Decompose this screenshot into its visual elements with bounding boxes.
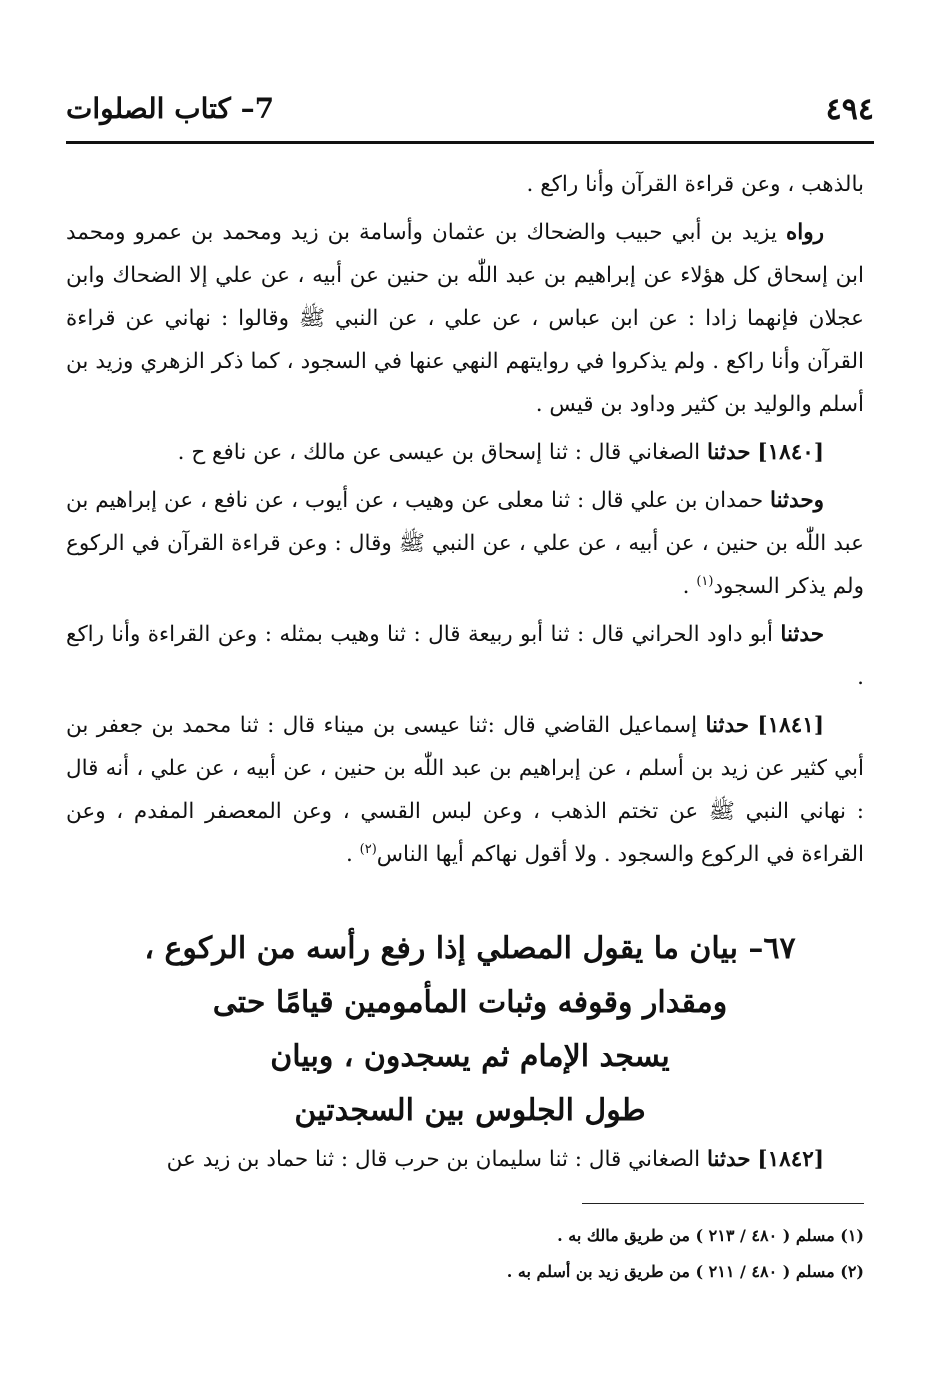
footnote-separator (582, 1203, 864, 1204)
paragraph-text: بالذهب ، وعن قراءة القرآن وأنا راكع . (526, 172, 864, 197)
paragraph-chain (66, 479, 864, 608)
footnote-ref-2: (٢) (359, 841, 377, 857)
paragraph-text: أبو داود الحراني قال : ثنا أبو ربيعة قال : ثنا وهيب بمثله : وعن القراءة وأنا راكع . (66, 622, 864, 690)
chapter-heading-line: ومقدار وقوفه وثبات المأمومين قيامًا حتى (212, 985, 728, 1020)
paragraph-text: حمدان بن علي قال : ثنا معلى عن وهيب ، عن أيوب ، عن نافع ، عن إبراهيم بن عبد اللّٰه بن حنين ، عن أبيه ، عن علي ، عن النبي ﷺ وقال : وعن قراءة القرآن في الركوع ولم يذكر السجود (66, 488, 864, 599)
main-text-continued (66, 1138, 864, 1186)
paragraph-text: يزيد بن أبي حبيب والضحاك بن عثمان وأسامة بن زيد ومحمد بن عمرو ومحمد ابن إسحاق كل هؤلاء عن إبراهيم بن عبد اللّٰه بن حنين عن أبيه ، عن علي إلا الضحاك وابن عجلان فإنهما زادا : عن ابن عباس ، عن علي ، عن النبي ﷺ وقالوا : نهاني عن قراءة القرآن وأنا راكع . ولم يذكروا في روايتهم النهي عنها في السجود ، كما ذكر الزهري وزيد بن أسلم والوليد بن كثير وداود بن قيس . (66, 220, 864, 417)
main-text (66, 163, 864, 881)
hadith-1841 (66, 704, 864, 876)
narration-keyword: حدثنا (705, 713, 750, 738)
paragraph-text: إسماعيل القاضي قال :ثنا عيسى بن ميناء قال : ثنا محمد بن جعفر بن أبي كثير عن زيد بن أسلم ، عن إبراهيم بن عبد اللّٰه بن حنين ، عن أبيه ، عن علي ، أنه قال : نهاني النبي ﷺ عن تختم الذهب ، وعن لبس القسي ، وعن المعصفر المفدم ، وعن القراءة في الركوع والسجود . ولا أقول نهاكم أيها الناس (66, 713, 864, 867)
paragraph-chain (66, 613, 864, 699)
paragraph-narration (66, 211, 864, 426)
header-rule (66, 141, 874, 144)
footnote-ref-1: (١) (696, 573, 714, 589)
paragraph-end: . (682, 574, 697, 599)
paragraph-end: . (345, 842, 360, 867)
chapter-heading-line: ٦٧– بيان ما يقول المصلي إذا رفع رأسه من الركوع ، (144, 931, 796, 966)
hadith-number: [١٨٤٢] (757, 1147, 824, 1172)
narration-keyword: حدثنا (706, 1147, 751, 1172)
hadith-1842 (66, 1138, 864, 1181)
running-title: 7– كتاب الصلوات (66, 92, 275, 125)
paragraph-text: الصغاني قال : ثنا سليمان بن حرب قال : ثنا حماد بن زيد عن (166, 1147, 707, 1172)
footnote-2: (٢) مسلم ( ٤٨٠ / ٢١١ ) من طريق زيد بن أسلم به . (506, 1262, 864, 1281)
chapter-heading (66, 922, 874, 1138)
narration-keyword: حدثنا (780, 622, 824, 647)
page-header (66, 88, 874, 138)
hadith-number: [١٨٤٠] (757, 440, 824, 465)
narration-keyword: رواه (785, 220, 824, 245)
paragraph-text: الصغاني قال : ثنا إسحاق بن عيسى عن مالك ، عن نافع ح . (177, 440, 707, 465)
narration-keyword: وحدثنا (770, 488, 824, 513)
narration-keyword: حدثنا (706, 440, 751, 465)
hadith-1840 (66, 431, 864, 474)
chapter-heading-line: يسجد الإمام ثم يسجدون ، وبيان (270, 1039, 670, 1074)
page-number: ٤٩٤ (825, 92, 874, 127)
footnote-1: (١) مسلم ( ٤٨٠ / ٢١٣ ) من طريق مالك به . (557, 1226, 864, 1245)
chapter-heading-line: طول الجلوس بين السجدتين (294, 1093, 646, 1128)
footnotes (66, 1218, 864, 1290)
paragraph-continuation (66, 163, 864, 206)
hadith-number: [١٨٤١] (757, 713, 824, 738)
